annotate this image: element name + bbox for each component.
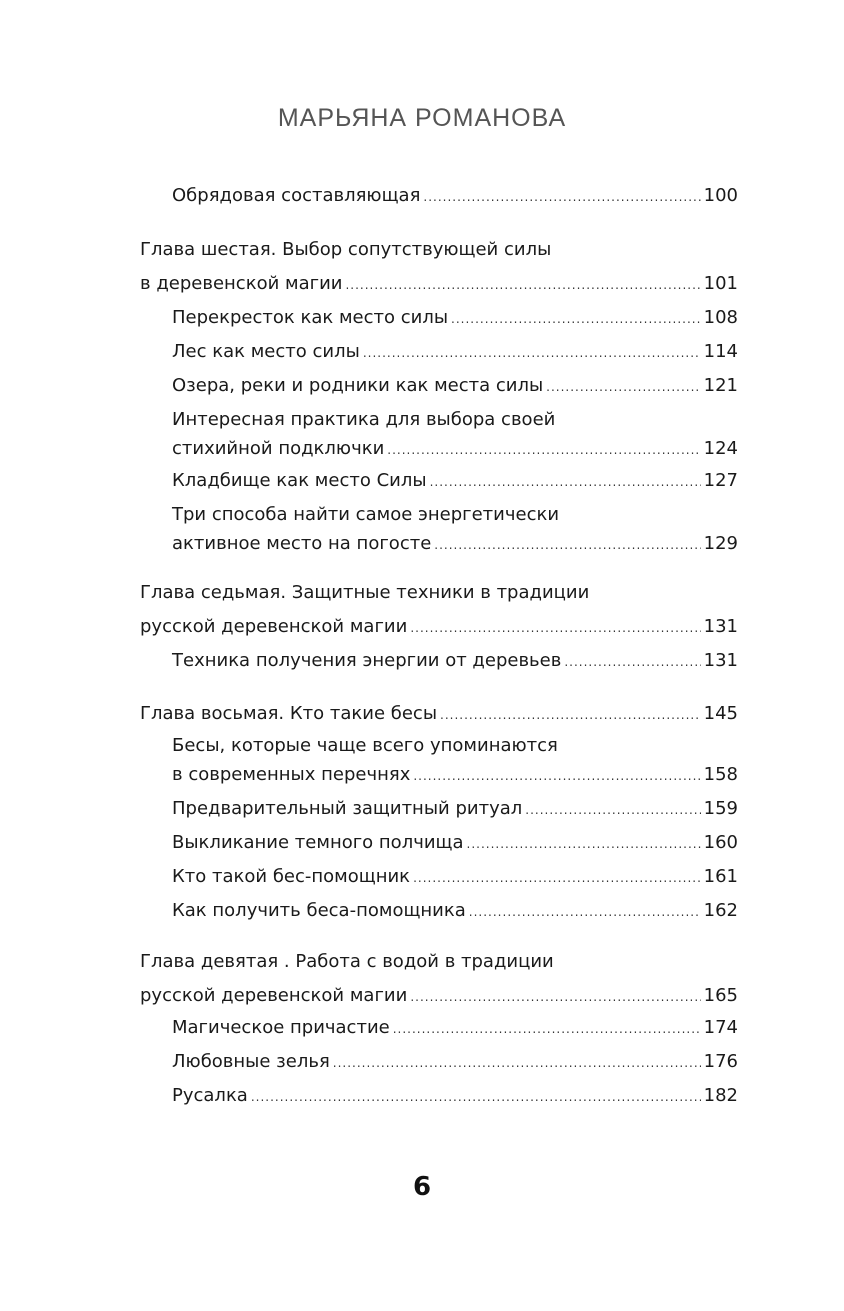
toc-entry	[172, 184, 738, 209]
dot-leader	[413, 764, 700, 788]
section-title: Кто такой бес-помощник	[172, 866, 411, 887]
section-title: Лес как место силы	[172, 341, 360, 362]
toc-page-number: 176	[703, 1051, 738, 1072]
toc-page-number: 131	[703, 650, 738, 671]
toc-page-number: 162	[703, 900, 738, 921]
dot-leader	[467, 832, 701, 856]
toc-entry	[172, 469, 738, 494]
toc-entry-line	[172, 734, 738, 758]
toc-entry	[172, 899, 738, 924]
toc-entry-line	[140, 950, 738, 974]
toc-page-number: 182	[703, 1085, 738, 1106]
section-title: Предварительный защитный ритуал	[172, 798, 523, 819]
dot-leader	[430, 470, 701, 494]
toc-page-number: 114	[703, 341, 738, 362]
dot-leader	[423, 185, 700, 209]
toc-entry	[140, 702, 738, 727]
toc-page-number: 145	[703, 703, 738, 724]
toc-entry	[172, 1016, 738, 1041]
dot-leader	[451, 307, 701, 331]
toc-entry-line	[172, 503, 738, 527]
toc-entry-line	[172, 408, 738, 432]
section-title: Бесы, которые чаще всего упоминаются	[172, 735, 558, 756]
dot-leader	[440, 703, 701, 727]
dot-leader	[469, 900, 701, 924]
toc-page-number: 160	[703, 832, 738, 853]
toc-page-number: 129	[703, 533, 738, 554]
toc-page-number: 127	[703, 470, 738, 491]
toc-page-number: 158	[703, 764, 738, 785]
toc-entry	[172, 437, 738, 462]
toc-entry	[172, 865, 738, 890]
toc-page-number: 121	[703, 375, 738, 396]
chapter-title: Глава шестая. Выбор сопутствующей силы	[140, 239, 552, 260]
section-title: Три способа найти самое энергетически	[172, 504, 560, 525]
toc-entry	[172, 532, 738, 557]
page-number: 6	[412, 1172, 432, 1202]
running-head: МАРЬЯНА РОМАНОВА	[277, 104, 567, 132]
toc-entry	[172, 306, 738, 331]
toc-entry	[172, 1050, 738, 1075]
dot-leader	[564, 650, 700, 674]
section-title: Кладбище как место Силы	[172, 470, 427, 491]
toc-page-number: 159	[703, 798, 738, 819]
toc-page-number: 165	[703, 985, 738, 1006]
toc-entry	[172, 797, 738, 822]
section-title: Обрядовая составляющая	[172, 185, 421, 206]
toc-entry	[172, 374, 738, 399]
section-title: в современных перечнях	[172, 764, 411, 785]
toc-page-number: 101	[703, 273, 738, 294]
section-title: Как получить беса-помощника	[172, 900, 466, 921]
section-title: Озера, реки и родники как места силы	[172, 375, 544, 396]
chapter-title: Глава восьмая. Кто такие бесы	[140, 703, 438, 724]
toc-page-number: 100	[703, 185, 738, 206]
dot-leader	[413, 866, 701, 890]
toc-entry	[140, 272, 738, 297]
section-title: Русалка	[172, 1085, 248, 1106]
dot-leader	[546, 375, 700, 399]
section-title: Любовные зелья	[172, 1051, 330, 1072]
dot-leader	[363, 341, 701, 365]
toc-entry-line	[140, 581, 738, 605]
dot-leader	[251, 1085, 701, 1109]
toc-entry	[172, 340, 738, 365]
section-title: Магическое причастие	[172, 1017, 390, 1038]
dot-leader	[410, 616, 700, 640]
chapter-title: Глава девятая . Работа с водой в традиции	[140, 951, 554, 972]
toc-page-number: 108	[703, 307, 738, 328]
toc-page-number: 131	[703, 616, 738, 637]
section-title: Выкликание темного полчища	[172, 832, 464, 853]
chapter-title: русской деревенской магии	[140, 616, 408, 637]
dot-leader	[333, 1051, 701, 1075]
dot-leader	[525, 798, 700, 822]
chapter-title: русской деревенской магии	[140, 985, 408, 1006]
section-title: Перекресток как место силы	[172, 307, 449, 328]
toc-page-number: 124	[703, 438, 738, 459]
toc-entry-line	[140, 238, 738, 262]
section-title: Интересная практика для выбора своей	[172, 409, 556, 430]
dot-leader	[387, 438, 700, 462]
toc-page-number: 174	[703, 1017, 738, 1038]
toc-entry	[172, 763, 738, 788]
toc-entry	[172, 831, 738, 856]
toc-page-number: 161	[703, 866, 738, 887]
section-title: стихийной подключки	[172, 438, 385, 459]
toc-entry	[140, 615, 738, 640]
section-title: Техника получения энергии от деревьев	[172, 650, 562, 671]
dot-leader	[410, 985, 700, 1009]
chapter-title: Глава седьмая. Защитные техники в традиции	[140, 582, 590, 603]
section-title: активное место на погосте	[172, 533, 432, 554]
dot-leader	[345, 273, 700, 297]
toc-entry	[172, 649, 738, 674]
dot-leader	[393, 1017, 701, 1041]
chapter-title: в деревенской магии	[140, 273, 343, 294]
toc-entry	[172, 1084, 738, 1109]
dot-leader	[434, 533, 700, 557]
toc-entry	[140, 984, 738, 1009]
